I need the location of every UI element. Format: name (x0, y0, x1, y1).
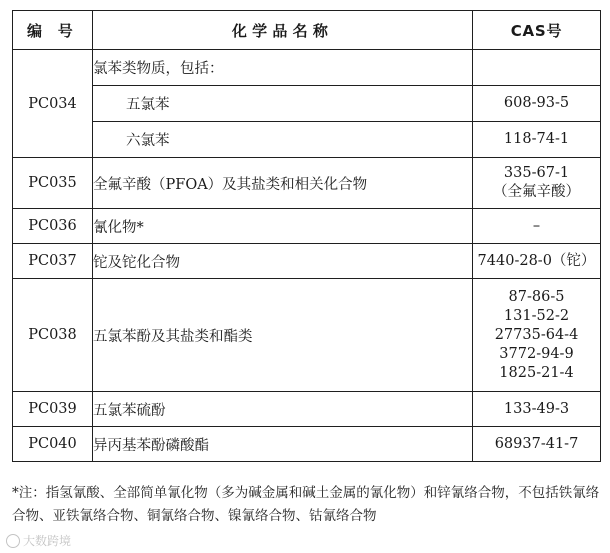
row-name: 氰化物* (93, 209, 473, 244)
row-cas: 608-93-5 (473, 86, 601, 122)
table-row (13, 209, 601, 244)
table-row (13, 279, 601, 392)
row-name: 全氟辛酸（PFOA）及其盐类和相关化合物 (93, 158, 473, 209)
table-row (13, 86, 601, 122)
row-code: PC034 (13, 50, 93, 158)
table-row (13, 158, 601, 209)
cas-line: 133-49-3 (503, 400, 570, 417)
watermark-logo-icon (6, 534, 20, 548)
row-cas: 118-74-1 (473, 122, 601, 158)
cas-line: 7440-28-0（铊） (477, 252, 596, 269)
row-code: PC038 (13, 279, 93, 392)
header-cas: CAS号 (473, 11, 601, 50)
row-code: PC037 (13, 244, 93, 279)
cas-line: 3772-94-9 (499, 345, 574, 362)
row-code: PC040 (13, 427, 93, 462)
row-cas-empty (473, 50, 601, 86)
row-name: 异丙基苯酚磷酸酯 (93, 427, 473, 462)
cas-line: 131-52-2 (503, 307, 570, 324)
cas-line: 335-67-1 (503, 165, 570, 181)
table-row (13, 122, 601, 158)
row-code: PC036 (13, 209, 93, 244)
cas-line: 87-86-5 (508, 288, 565, 305)
footnote: *注：指氢氰酸、全部简单氰化物（多为碱金属和碱土金属的氰化物）和锌氰络合物，不包括铁氰络合物、亚铁氰络合物、铜氰络合物、镍氰络合物、钴氰络合物 (12, 485, 600, 524)
row-cas (473, 158, 601, 209)
cas-line: （全氟辛酸） (493, 184, 580, 200)
row-code: PC039 (13, 392, 93, 427)
header-chemical-name: 化学品名称 (93, 11, 473, 50)
row-cas (473, 244, 601, 279)
table-header-row (13, 11, 601, 50)
cas-line: 68937-41-7 (494, 435, 579, 452)
row-name-intro: 氯苯类物质，包括： (93, 50, 473, 86)
chemical-list-table (12, 10, 601, 462)
row-subitem-name: 五氯苯 (93, 86, 473, 122)
cas-line: 1825-21-4 (499, 364, 574, 381)
row-name: 五氯苯硫酚 (93, 392, 473, 427)
table-row (13, 392, 601, 427)
row-name: 铊及铊化合物 (93, 244, 473, 279)
table-row (13, 244, 601, 279)
row-cas (473, 392, 601, 427)
watermark-text: 大数跨境 (23, 534, 72, 548)
header-code: 编 号 (13, 11, 93, 50)
table-row (13, 427, 601, 462)
watermark (6, 532, 71, 549)
row-subitem-name: 六氯苯 (93, 122, 473, 158)
row-name: 五氯苯酚及其盐类和酯类 (93, 279, 473, 392)
row-cas (473, 427, 601, 462)
cas-line: – (532, 217, 541, 234)
row-cas (473, 209, 601, 244)
row-code: PC035 (13, 158, 93, 209)
cas-line: 27735-64-4 (494, 326, 579, 343)
row-cas (473, 279, 601, 392)
table-row (13, 50, 601, 86)
